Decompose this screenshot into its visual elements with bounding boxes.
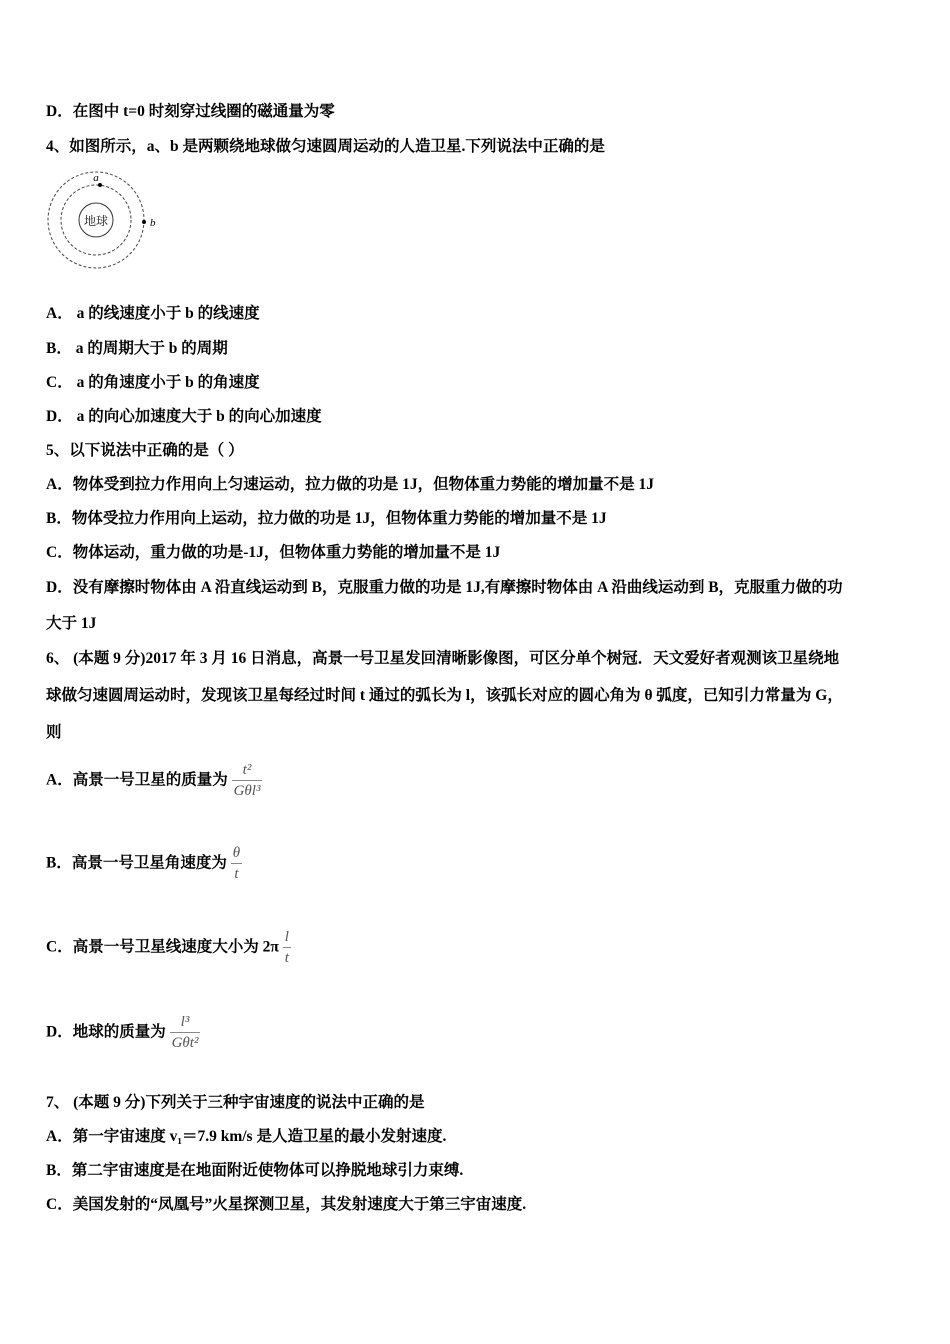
option-4b: B． a 的周期大于 b 的周期 — [46, 340, 228, 357]
question-6-line3: 则 — [46, 724, 62, 741]
option-7b: B．第二宇宙速度是在地面附近使物体可以挣脱地球引力束缚. — [46, 1162, 464, 1179]
option-6b — [46, 843, 242, 884]
option-6a — [46, 760, 262, 801]
fraction-6b-den: t — [231, 863, 242, 884]
question-6-line2: 球做匀速圆周运动时，发现该卫星每经过时间 t 通过的弧长为 l，该弧长对应的圆心角为 θ 弧度，已知引力常量为 G， — [46, 687, 843, 704]
fraction-6a — [232, 760, 263, 801]
option-6d — [46, 1012, 200, 1053]
satellite-a-label: a — [93, 172, 99, 184]
option-5a: A．物体受到拉力作用向上匀速运动，拉力做的功是 1J，但物体重力势能的增加量不是 1J — [46, 476, 654, 493]
earth-label: 地球 — [83, 214, 109, 228]
question-5: 5、以下说法中正确的是（ ） — [46, 442, 244, 459]
fraction-6b-num: θ — [232, 845, 241, 861]
question-7: 7、 (本题 9 分)下列关于三种宇宙速度的说法中正确的是 — [46, 1094, 425, 1111]
satellite-b — [142, 220, 146, 224]
option-5d-line2: 大于 1J — [46, 615, 97, 632]
orbit-diagram — [44, 168, 164, 272]
option-4a: A． a 的线速度小于 b 的线速度 — [46, 305, 260, 322]
fraction-6b — [231, 843, 242, 884]
option-7c: C．美国发射的“凤凰号”火星探测卫星，其发射速度大于第三宇宙速度. — [46, 1196, 527, 1213]
option-7a: A．第一宇宙速度 v₁＝7.9 km/s 是人造卫星的最小发射速度. — [46, 1128, 447, 1145]
question-6-line1: 6、 (本题 9 分)2017 年 3 月 16 日消息，高景一号卫星发回清晰影像图，可区分单个树冠．天文爱好者观测该卫星绕地 — [46, 650, 840, 667]
fraction-6d-num: l³ — [180, 1014, 190, 1030]
fraction-6a-den: Gθl³ — [232, 780, 263, 801]
option-5c: C．物体运动，重力做的功是-1J，但物体重力势能的增加量不是 1J — [46, 544, 501, 561]
option-6c — [46, 927, 291, 968]
question-4: 4、如图所示，a、b 是两颗绕地球做匀速圆周运动的人造卫星.下列说法中正确的是 — [46, 138, 605, 155]
option-6c-text: C．高景一号卫星线速度大小为 2π — [46, 938, 279, 956]
option-4d: D． a 的向心加速度大于 b 的向心加速度 — [46, 408, 322, 425]
option-6d-text: D．地球的质量为 — [46, 1023, 166, 1041]
satellite-b-label: b — [150, 217, 156, 229]
fraction-6d — [170, 1012, 201, 1053]
line-option-d-flux: D．在图中 t=0 时刻穿过线圈的磁通量为零 — [46, 103, 335, 120]
fraction-6c-den: t — [283, 947, 291, 968]
fraction-6d-den: Gθt² — [170, 1032, 201, 1053]
option-5d-line1: D．没有摩擦时物体由 A 沿直线运动到 B，克服重力做的功是 1J,有摩擦时物体由 A 沿曲线运动到 B，克服重力做的功 — [46, 579, 843, 596]
option-5b: B．物体受拉力作用向上运动，拉力做的功是 1J，但物体重力势能的增加量不是 1J — [46, 510, 607, 527]
fraction-6c — [283, 927, 291, 968]
fraction-6c-num: l — [284, 929, 289, 945]
fraction-6a-num: t² — [242, 762, 252, 778]
option-4c: C． a 的角速度小于 b 的角速度 — [46, 374, 260, 391]
option-6b-text: B．高景一号卫星角速度为 — [46, 854, 227, 872]
option-6a-text: A．高景一号卫星的质量为 — [46, 771, 228, 789]
